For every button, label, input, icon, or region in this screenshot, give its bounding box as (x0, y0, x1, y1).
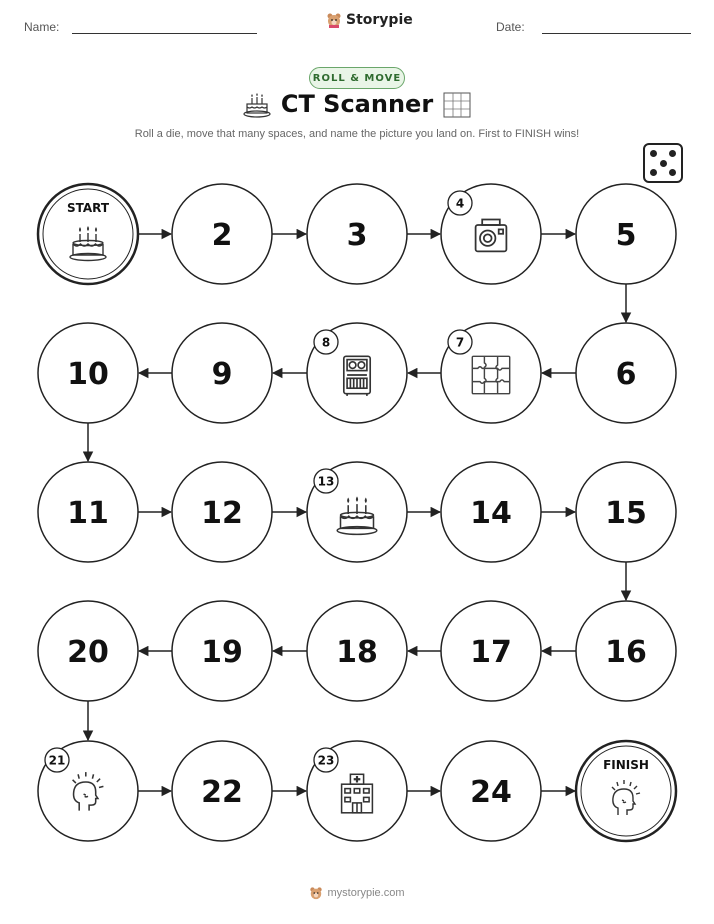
name-label: Name: (24, 20, 60, 34)
space-number: 17 (470, 635, 512, 670)
board-space-2[interactable] (172, 184, 272, 284)
space-number: 20 (67, 635, 109, 670)
space-number: 11 (67, 496, 109, 531)
board-space-20[interactable] (38, 601, 138, 701)
board-space-3[interactable] (307, 184, 407, 284)
space-number: 9 (211, 357, 233, 392)
board-space-17[interactable] (441, 601, 541, 701)
board-space-10[interactable] (38, 323, 138, 423)
space-label: START (66, 201, 110, 215)
space-label: FINISH (603, 758, 649, 772)
space-number: 19 (201, 635, 243, 670)
board-space-16[interactable] (576, 601, 676, 701)
board-space-7[interactable] (441, 323, 541, 423)
board-space-9[interactable] (172, 323, 272, 423)
instructions: Roll a die, move that many spaces, and name the picture you land on. First to FINISH wins! (134, 128, 580, 140)
board-space-22[interactable] (172, 741, 272, 841)
board-space-5[interactable] (576, 184, 676, 284)
space-number: 2 (211, 218, 233, 253)
board-space-18[interactable] (307, 601, 407, 701)
space-number: 23 (317, 753, 335, 768)
footer (0, 886, 714, 900)
space-number: 6 (615, 357, 637, 392)
space-number: 21 (48, 753, 66, 768)
board-space-4[interactable] (441, 184, 541, 284)
space-number: 16 (605, 635, 647, 670)
space-number: 7 (455, 335, 465, 350)
board-space-21[interactable] (38, 741, 138, 841)
space-number: 10 (67, 357, 109, 392)
space-number: 12 (201, 496, 243, 531)
board-space-8[interactable] (307, 323, 407, 423)
space-number: 18 (336, 635, 378, 670)
space-number: 13 (317, 474, 335, 489)
space-number: 24 (470, 775, 512, 810)
space-number: 4 (455, 196, 465, 211)
space-number: 5 (615, 218, 637, 253)
board-space-23[interactable] (307, 741, 407, 841)
space-number: 3 (346, 218, 368, 253)
board-space-24[interactable] (441, 741, 541, 841)
board-space-12[interactable] (172, 462, 272, 562)
game-type-badge: ROLL & MOVE (309, 67, 405, 89)
board-space-13[interactable] (307, 462, 407, 562)
board-space-1[interactable] (38, 184, 138, 284)
board-space-19[interactable] (172, 601, 272, 701)
space-number: 8 (321, 335, 331, 350)
space-number: 14 (470, 496, 512, 531)
brand-name: Storypie (346, 12, 413, 28)
board-space-25[interactable] (576, 741, 676, 841)
page-title: CT Scanner (280, 90, 434, 118)
board-space-14[interactable] (441, 462, 541, 562)
space-number: 22 (201, 775, 243, 810)
date-label: Date: (496, 20, 525, 34)
board-space-15[interactable] (576, 462, 676, 562)
footer-url: mystorypie.com (327, 887, 405, 899)
space-number: 15 (605, 496, 647, 531)
board-space-11[interactable] (38, 462, 138, 562)
bear-mascot-icon (309, 886, 323, 900)
board-space-6[interactable] (576, 323, 676, 423)
